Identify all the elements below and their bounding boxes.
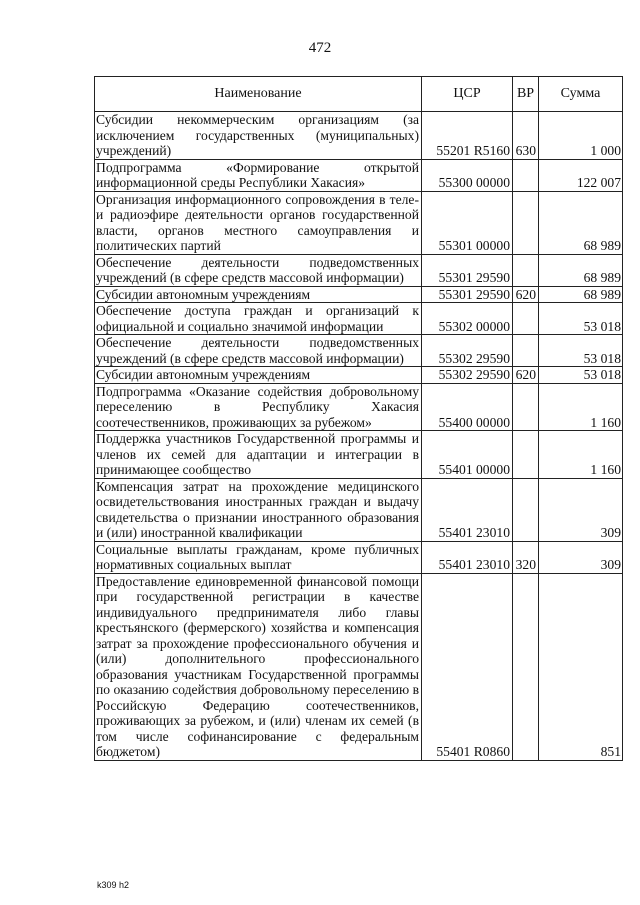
row-vr: 620: [513, 286, 539, 303]
row-sum: 1 160: [539, 383, 623, 431]
row-name: Субсидии автономным учреждениям: [95, 286, 422, 303]
row-csr: 55301 29590: [422, 286, 513, 303]
footer-code: k309 h2: [97, 880, 130, 890]
table-row: [95, 112, 623, 160]
table-row: [95, 573, 623, 760]
row-csr: 55201 R5160: [422, 112, 513, 160]
header-vr: ВР: [513, 77, 539, 112]
row-sum: 53 018: [539, 303, 623, 335]
row-name: Предоставление единовременной финансовой помощи при государственной регистрации в качестве индивидуального предпринимателя либо главы крестьянского (фермерского) хозяйства и компенсация затрат за прохождение профессионального обучения и (или) дополнительного профессионального образования участникам Государственной программы по оказанию содействия добровольному переселению в Российскую Федерацию соотечественников, проживающих за рубежом, и (или) членам их семей (в том числе софинансирование с федеральным бюджетом): [95, 573, 422, 760]
row-sum: 1 000: [539, 112, 623, 160]
row-sum: 68 989: [539, 254, 623, 286]
row-csr: 55301 29590: [422, 254, 513, 286]
row-vr: [513, 431, 539, 479]
row-vr: [513, 254, 539, 286]
table-row: [95, 254, 623, 286]
table-row: [95, 541, 623, 573]
row-name: Обеспечение доступа граждан и организаций к официальной и социально значимой информации: [95, 303, 422, 335]
row-csr: 55400 00000: [422, 383, 513, 431]
row-vr: [513, 573, 539, 760]
row-name: Подпрограмма «Оказание содействия добровольному переселению в Республику Хакасия соотечественников, проживающих за рубежом»: [95, 383, 422, 431]
row-sum: 122 007: [539, 159, 623, 191]
table-row: [95, 303, 623, 335]
table-row: [95, 191, 623, 254]
row-name: Поддержка участников Государственной программы и членов их семей для адаптации и интеграции в принимающее сообщество: [95, 431, 422, 479]
row-vr: 620: [513, 367, 539, 384]
row-csr: 55300 00000: [422, 159, 513, 191]
row-csr: 55401 R0860: [422, 573, 513, 760]
row-vr: [513, 478, 539, 541]
row-name: Субсидии некоммерческим организациям (за исключением государственных (муниципальных) учреждений): [95, 112, 422, 160]
budget-table: [94, 76, 623, 761]
row-sum: 68 989: [539, 286, 623, 303]
row-csr: 55302 29590: [422, 335, 513, 367]
row-csr: 55302 29590: [422, 367, 513, 384]
row-name: Подпрограмма «Формирование открытой информационной среды Республики Хакасия»: [95, 159, 422, 191]
row-sum: 309: [539, 478, 623, 541]
row-vr: [513, 303, 539, 335]
row-sum: 53 018: [539, 335, 623, 367]
row-name: Организация информационного сопровождения в теле- и радиоэфире деятельности органов государственной власти, органов местного самоуправления и политических партий: [95, 191, 422, 254]
table-header-row: [95, 77, 623, 112]
row-csr: 55302 00000: [422, 303, 513, 335]
row-sum: 68 989: [539, 191, 623, 254]
row-sum: 309: [539, 541, 623, 573]
row-sum: 53 018: [539, 367, 623, 384]
row-sum: 851: [539, 573, 623, 760]
row-vr: [513, 335, 539, 367]
row-vr: 320: [513, 541, 539, 573]
row-vr: [513, 383, 539, 431]
row-name: Обеспечение деятельности подведомственных учреждений (в сфере средств массовой информации): [95, 335, 422, 367]
row-name: Обеспечение деятельности подведомственных учреждений (в сфере средств массовой информации): [95, 254, 422, 286]
page-number: 472: [308, 40, 332, 56]
row-csr: 55301 00000: [422, 191, 513, 254]
row-csr: 55401 00000: [422, 431, 513, 479]
table-row: [95, 431, 623, 479]
row-csr: 55401 23010: [422, 541, 513, 573]
table-row: [95, 383, 623, 431]
header-sum: Сумма: [539, 77, 623, 112]
row-csr: 55401 23010: [422, 478, 513, 541]
row-vr: [513, 159, 539, 191]
row-name: Социальные выплаты гражданам, кроме публичных нормативных социальных выплат: [95, 541, 422, 573]
table-row: [95, 286, 623, 303]
table-row: [95, 159, 623, 191]
row-name: Субсидии автономным учреждениям: [95, 367, 422, 384]
header-csr: ЦСР: [422, 77, 513, 112]
row-sum: 1 160: [539, 431, 623, 479]
row-vr: [513, 191, 539, 254]
row-vr: 630: [513, 112, 539, 160]
table-row: [95, 335, 623, 367]
row-name: Компенсация затрат на прохождение медицинского освидетельствования иностранных граждан и выдачу свидетельства о признании иностранного образования и (или) иностранной квалификации: [95, 478, 422, 541]
header-name: Наименование: [95, 77, 422, 112]
table-row: [95, 367, 623, 384]
table-row: [95, 478, 623, 541]
